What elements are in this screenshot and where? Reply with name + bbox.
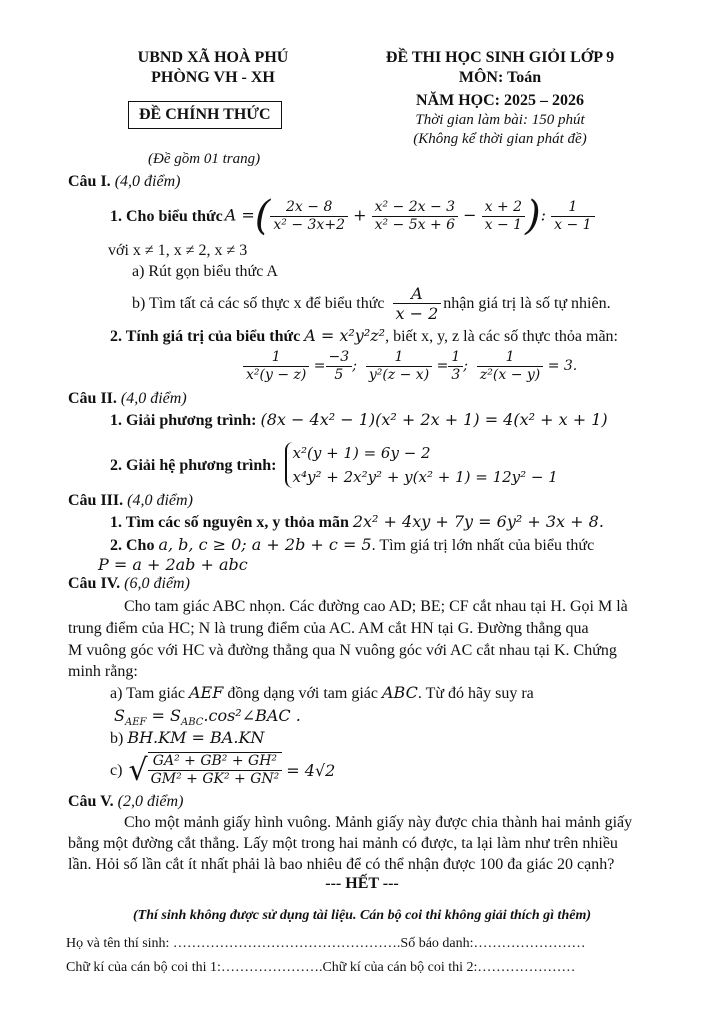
q4-pc-label: c) [110, 761, 123, 779]
header-left-line2: PHÒNG VH - XH [151, 69, 275, 86]
q1-title: Câu I. [68, 173, 111, 190]
q5-heading [68, 792, 183, 811]
q4-body-line2: trung điểm của HC; N là trung điểm của AC. AM cắt HN tại G. Đường thẳng qua [68, 620, 589, 637]
q3-p1-row: 1. Tìm các số nguyên x, y thỏa mãn 2x² + 4xy + 7y = 6y² + 3x + 8. [110, 512, 604, 531]
q3-heading [68, 491, 193, 510]
q2-title: Câu II. [68, 390, 117, 407]
q3-title: Câu III. [68, 492, 124, 509]
q1-p1-cond: với x ≠ 1, x ≠ 2, x ≠ 3 [108, 242, 248, 259]
header-right-line4: Thời gian làm bài: 150 phút [415, 112, 585, 128]
q4-body-line1: Cho tam giác ABC nhọn. Các đường cao AD; BE; CF cắt nhau tại H. Gọi M là [124, 598, 628, 615]
q1-p1b-pre: b) Tìm tất cả các số thực x để biểu thức [132, 294, 385, 312]
footer-note: (Thí sinh không được sử dụng tài liệu. Cán bộ coi thi không giải thích gì thêm) [133, 908, 591, 923]
q3-p2-mid: . Tìm giá trị lớn nhất của biểu thức [371, 537, 595, 554]
q1-p1-row [110, 190, 595, 242]
q4-points: (6,0 điểm) [124, 575, 190, 592]
q5-points: (2,0 điểm) [117, 793, 184, 810]
system-of-equations: x²(y + 1) = 6y − 2 x⁴y² + 2x²y² + y(x² + 1) = 12y² − 1 [285, 442, 558, 488]
q4-pa-row: a) Tam giác AEF đồng dạng với tam giác ABC. Từ đó hãy suy ra [110, 683, 534, 702]
q5-title: Câu V. [68, 793, 114, 810]
q4-pa-pre: a) Tam giác [110, 685, 185, 702]
q4-body-line4: minh rằng: [68, 663, 138, 680]
header-right-line1: ĐỀ THI HỌC SINH GIỎI LỚP 9 [385, 49, 615, 66]
q1-p1a: a) Rút gọn biểu thức A [132, 263, 278, 280]
q1-points: (4,0 điểm) [114, 173, 181, 190]
q4-pa-formula: $S_{AEF}$ = $S_{ABC}.\cos^2\angle BAC$ . [114, 706, 301, 729]
q1-p1-label: 1. Cho biểu thức [110, 207, 223, 225]
sqrt-expression: √ $\frac{\text{GA² + GB² + GH²}}{\text{GM² + GK² + GN²}}$ [128, 752, 282, 788]
q4-pb-label: b) [110, 730, 124, 747]
q1-p2-pre: 2. Tính giá trị của biểu thức [110, 328, 301, 345]
expr-A: A =( $\frac{2x - 8}{\text{x² − 3x+2}}$ + $\frac{\text{x² − 2x − 3}}{\text{x² − 5x + 6}}$ − $\frac{x + 2}{x - 1}$ ): $\frac{1}{x - 1}$ [225, 196, 595, 236]
header-right-line3: NĂM HỌC: 2025 – 2026 [416, 92, 584, 109]
header-left-line1: UBND XÃ HOÀ PHÚ [137, 49, 289, 66]
end-marker: --- HẾT --- [325, 875, 399, 892]
q2-p1-row: 1. Giải phương trình: (8x − 4x² − 1)(x² + 2x + 1) = 4(x² + x + 1) [110, 410, 608, 429]
q2-heading [68, 389, 187, 408]
q3-p1-pre: 1. Tìm các số nguyên x, y thỏa mãn [110, 514, 349, 531]
header-right-line5: (Không kể thời gian phát đề) [413, 131, 587, 147]
q1-p2-post: , biết x, y, z là các số thực thỏa mãn: [385, 328, 618, 345]
q3-p2-row: 2. Cho a, b, c ≥ 0; a + 2b + c = 5. Tìm giá trị lớn nhất của biểu thức [110, 535, 595, 554]
q5-line3: lần. Hỏi số lần cắt ít nhất phải là bao nhiêu để có thể nhận được 100 đa giác 20 cạnh? [68, 856, 615, 873]
q2-p2-label: 2. Giải hệ phương trình: [110, 456, 277, 474]
candidate-info-line: Họ và tên thí sinh: ………………………………………….Số báo danh:…………………… [66, 936, 586, 951]
q3-p2-pre: 2. Cho [110, 537, 155, 554]
q5-line2: bằng một đường cắt thẳng. Lấy một trong hai mảnh có được, ta lại làm như trên nhiều [68, 835, 618, 852]
q3-p2-expr: P = a + 2ab + abc [98, 555, 248, 574]
q4-pa-mid: đồng dạng với tam giác [227, 685, 378, 702]
q1-heading [68, 172, 180, 191]
q1-p2-row: 2. Tính giá trị của biểu thức A = x²y²z², biết x, y, z là các số thực thỏa mãn: [110, 326, 618, 345]
q4-pc-row: c) √ $\frac{\text{GA² + GB² + GH²}}{\text{GM² + GK² + GN²}}$ = 4√2 [110, 753, 336, 788]
pages-note: (Đề gồm 01 trang) [148, 151, 261, 167]
q4-heading [68, 574, 190, 593]
q1-p2-conditions: $\frac{1}{\text{x²(y − z)}}$ = $\frac{-3}{5}$ ; $\frac{1}{\text{y²(z − x)}}$ = $\frac{1}{3}$ ; $\frac{1}{\text{z²(x − y)}}$ = 3. [243, 346, 577, 386]
q4-pb-row: b) BH.KM = BA.KN [110, 728, 265, 747]
frac-A-over-x-2: $\frac{A}{x - 2}$ [393, 284, 442, 323]
q5-line1: Cho một mảnh giấy hình vuông. Mảnh giấy này được chia thành hai mảnh giấy [124, 814, 633, 831]
q2-p1-label: 1. Giải phương trình: [110, 412, 257, 429]
q1-p1b-row [132, 280, 611, 326]
q2-points: (4,0 điểm) [120, 390, 187, 407]
q3-points: (4,0 điểm) [127, 492, 193, 509]
q4-body-line3: M vuông góc với HC và đường thẳng qua N vuông góc với AC cắt nhau tại K. Chứng [68, 642, 617, 659]
proctor-signature-line: Chữ kí của cán bộ coi thi 1:………………….Chữ kí của cán bộ coi thi 2:………………… [66, 960, 576, 975]
q4-pa-post: . Từ đó hãy suy ra [417, 685, 534, 702]
q1-p1b-post: nhận giá trị là số tự nhiên. [443, 294, 611, 312]
header-right-line2: MÔN: Toán [458, 69, 542, 86]
q4-title: Câu IV. [68, 575, 121, 592]
q2-p2-row [110, 438, 558, 492]
official-box: ĐỀ CHÍNH THỨC [128, 101, 282, 129]
